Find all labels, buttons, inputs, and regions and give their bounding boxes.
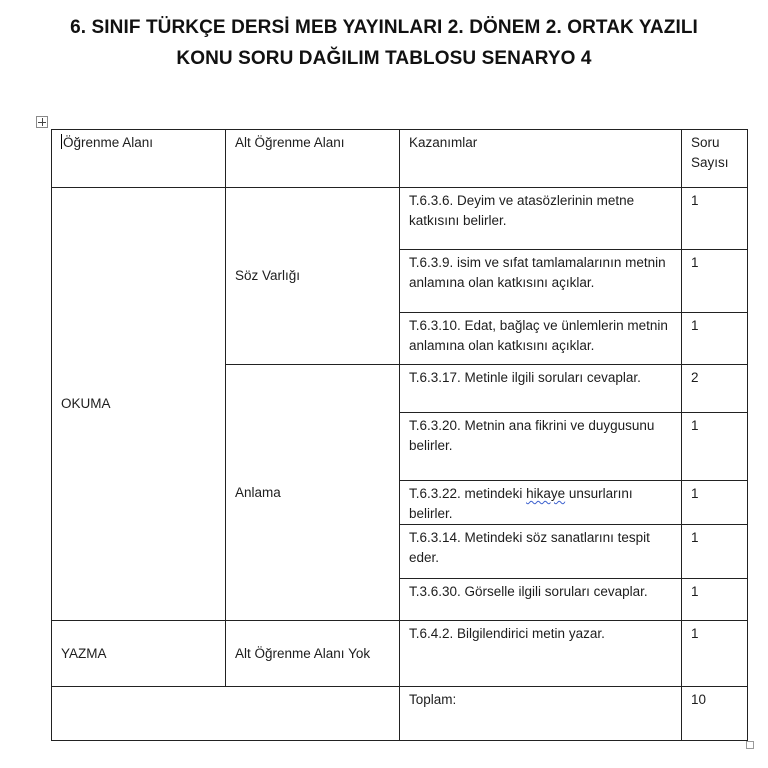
count-cell[interactable]: 2	[682, 365, 748, 413]
header-cell-area[interactable]: Öğrenme Alanı	[52, 130, 226, 188]
count-cell[interactable]: 1	[682, 579, 748, 621]
outcome-cell[interactable]: T.6.4.2. Bilgilendirici metin yazar.	[400, 621, 682, 687]
table-row	[52, 621, 748, 687]
count-cell[interactable]: 1	[682, 313, 748, 365]
outcome-cell[interactable]: T.6.3.20. Metnin ana fikrini ve duygusunu belirler.	[400, 413, 682, 481]
header-cell-outcomes[interactable]: Kazanımlar	[400, 130, 682, 188]
outcome-cell[interactable]: T.6.3.6. Deyim ve atasözlerinin metne katkısını belirler.	[400, 188, 682, 250]
outcome-cell[interactable]: T.6.3.9. isim ve sıfat tamlamalarının metnin anlamına olan katkısını açıklar.	[400, 250, 682, 313]
table-resize-handle-icon[interactable]	[746, 741, 754, 749]
outcome-cell[interactable]: T.6.3.10. Edat, bağlaç ve ünlemlerin metnin anlamına olan katkısını açıklar.	[400, 313, 682, 365]
sub-area-cell-none[interactable]: Alt Öğrenme Alanı Yok	[226, 621, 400, 687]
total-empty-cell[interactable]	[52, 687, 400, 741]
document-title-line-1: 6. SINIF TÜRKÇE DERSİ MEB YAYINLARI 2. DÖNEM 2. ORTAK YAZILI	[70, 17, 698, 38]
outcome-cell[interactable]: T.6.3.14. Metindeki söz sanatlarını tespit eder.	[400, 525, 682, 579]
sub-area-cell-soz-varligi[interactable]: Söz Varlığı	[226, 188, 400, 365]
count-cell[interactable]: 1	[682, 250, 748, 313]
area-cell-okuma[interactable]: OKUMA	[52, 188, 226, 621]
sub-area-cell-anlama[interactable]: Anlama	[226, 365, 400, 621]
table-total-row	[52, 687, 748, 741]
count-cell[interactable]: 1	[682, 525, 748, 579]
text-cursor	[61, 134, 62, 149]
area-cell-yazma[interactable]: YAZMA	[52, 621, 226, 687]
total-value-cell[interactable]: 10	[682, 687, 748, 741]
header-cell-sub-area[interactable]: Alt Öğrenme Alanı	[226, 130, 400, 188]
outcome-cell[interactable]: T.3.6.30. Görselle ilgili soruları cevaplar.	[400, 579, 682, 621]
document-title-line-2: KONU SORU DAĞILIM TABLOSU SENARYO 4	[176, 48, 592, 69]
header-cell-count[interactable]: Soru Sayısı	[682, 130, 748, 188]
table-row	[52, 188, 748, 250]
total-label-cell[interactable]: Toplam:	[400, 687, 682, 741]
outcome-cell[interactable]: T.6.3.22. metindeki hikaye unsurlarını belirler.	[400, 481, 682, 525]
count-cell[interactable]: 1	[682, 621, 748, 687]
spellcheck-flagged-word[interactable]: hikaye	[526, 486, 566, 501]
count-cell[interactable]: 1	[682, 188, 748, 250]
outcome-cell[interactable]: T.6.3.17. Metinle ilgili soruları cevaplar.	[400, 365, 682, 413]
table-move-handle-icon[interactable]	[36, 116, 48, 128]
count-cell[interactable]: 1	[682, 413, 748, 481]
table-header-row	[52, 130, 748, 188]
question-distribution-table	[51, 129, 748, 741]
count-cell[interactable]: 1	[682, 481, 748, 525]
